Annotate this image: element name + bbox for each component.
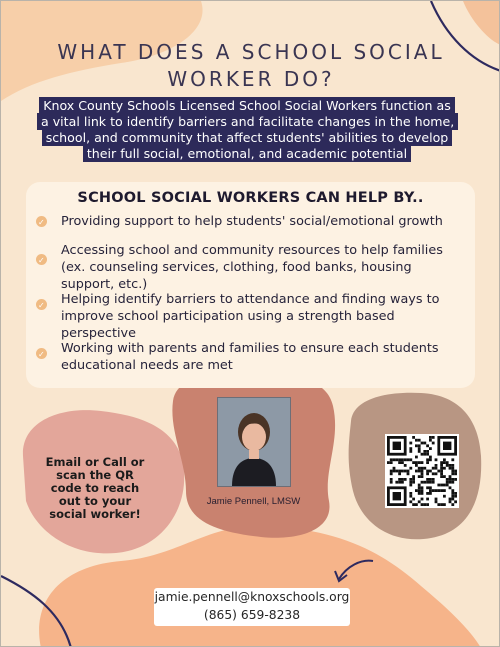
help-card-title: SCHOOL SOCIAL WORKERS CAN HELP BY..: [77, 190, 424, 206]
check-circle-icon: [36, 299, 47, 310]
help-card: [26, 182, 475, 388]
check-circle-icon: [36, 254, 47, 265]
profile-name: Jamie Pennell, LMSW: [206, 496, 301, 507]
qr-code-icon: [387, 436, 457, 506]
call-to-action-text: Email or Call or scan the QR code to reach out to your social worker!: [45, 455, 145, 521]
check-circle-icon: [36, 348, 47, 359]
page-title: [21, 39, 481, 93]
person-portrait-icon: [218, 398, 290, 486]
contact-box: [154, 588, 350, 626]
profile-photo: [217, 397, 291, 487]
check-circle-icon: [36, 216, 47, 227]
list-item-text: Accessing school and community resources to help families (ex. counseling services, clothing, food banks, housing support, etc.): [61, 243, 443, 292]
intro-paragraph: [37, 98, 457, 162]
contact-email[interactable]: jamie.pennell@knoxschools.org: [154, 590, 350, 604]
list-item-text: Helping identify barriers to attendance and finding ways to improve school participation using a strength based perspective: [61, 292, 440, 341]
list-item-text: Providing support to help students' social/emotional growth: [61, 214, 443, 229]
intro-text: Knox County Schools Licensed School Social Workers function as a vital link to identify barriers and facilitate changes in the home, school, and community that affect students' abilities to develop their full social, emotional, and academic potential: [37, 97, 458, 162]
title-line-1: WHAT DOES A SCHOOL SOCIAL: [57, 40, 445, 64]
list-item-text: Working with parents and families to ensure each students educational needs are met: [61, 341, 439, 373]
qr-code[interactable]: [385, 434, 459, 508]
contact-phone[interactable]: (865) 659-8238: [203, 608, 301, 622]
title-line-2: WORKER DO?: [167, 67, 335, 91]
